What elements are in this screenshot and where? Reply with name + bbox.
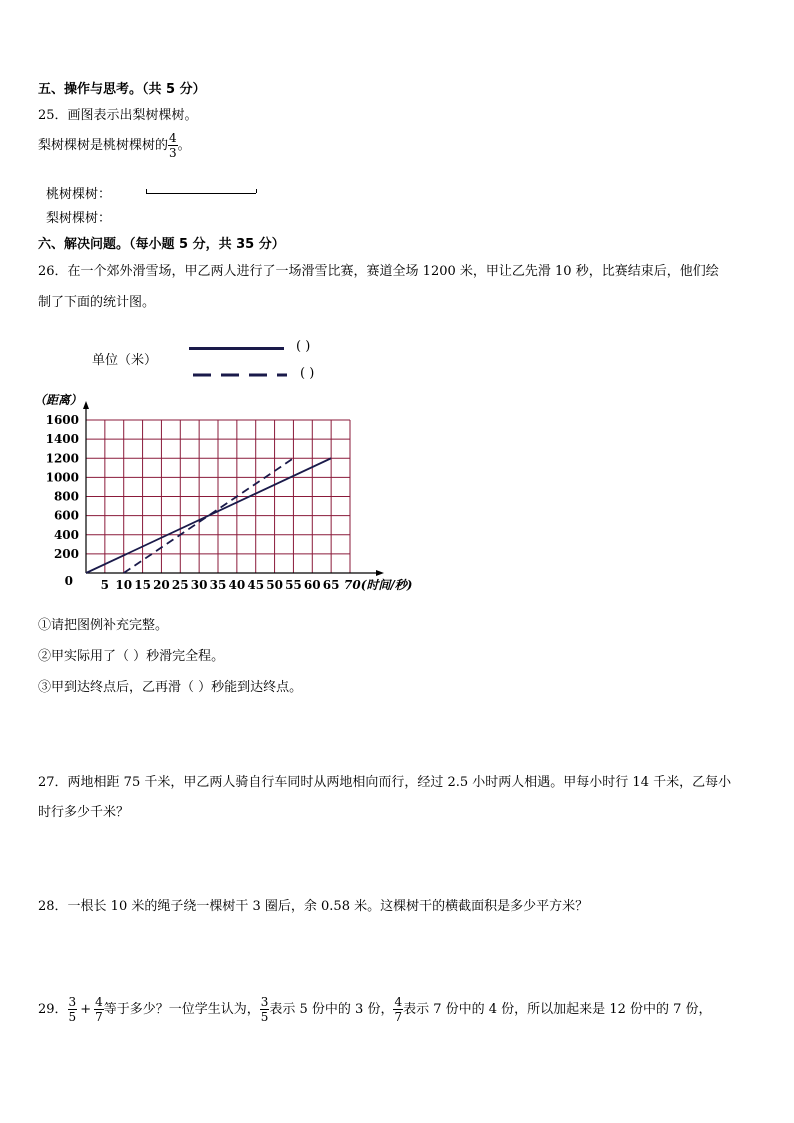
question-26-sub-2: ②甲实际用了（ ）秒滑完全程。 [38,649,225,664]
question-number: 25． [38,108,68,123]
fraction-numerator: 4 [95,995,103,1009]
origin-label: 0 [64,574,73,588]
question-27-line-1: 27．两地相距 75 千米，甲乙两人骑自行车同时从两地相向而行，经过 2.5 小时两人相遇。甲每小时行 14 千米，乙每小 [38,775,732,790]
statement-text: 梨树棵树是桃树棵树的 [38,138,169,153]
question-25 [38,104,198,123]
x-tick-label: 15 [134,578,151,592]
x-tick-label: 25 [171,578,189,592]
section-6-heading: 六、解决问题。（每小题 5 分，共 35 分） [38,237,285,252]
y-tick-label: 600 [53,508,79,523]
fraction [168,131,178,160]
statement-end: 。 [177,138,191,153]
y-tick-label: 1400 [45,432,79,447]
y-tick-label: 1200 [45,451,79,466]
fraction-numerator: 4 [394,995,403,1009]
question-26-sub-3: ③甲到达终点后，乙再滑（ ）秒能到达终点。 [38,680,303,695]
x-tick-label: 55 [285,578,302,592]
x-tick-label: 10 [115,578,133,592]
x-tick-label: 65 [322,578,340,592]
fraction-a [68,995,78,1024]
x-axis-label: 70(时间/秒) [344,578,413,592]
distance-time-chart [30,392,430,602]
question-text-2: 表示 5 份中的 3 份， [269,1002,394,1017]
fraction-b [94,995,104,1024]
y-axis-label: （距离） [34,393,83,407]
y-tick-label: 1600 [45,413,79,427]
y-tick-label: 1000 [45,470,79,485]
question-27-line-2: 时行多少千米？ [38,805,130,820]
peach-tree-label: 桃树棵树： [46,187,112,202]
x-tick-label: 30 [190,578,208,592]
y-tick-label: 400 [53,527,79,542]
y-tick-label: 200 [53,546,79,561]
question-text-1: 等于多少？一位学生认为， [103,1002,260,1017]
question-26-sub-1: ①请把图例补充完整。 [38,618,169,633]
question-26-line-1: 26．在一个郊外滑雪场，甲乙两人进行了一场滑雪比赛，赛道全场 1200 米，甲让乙先滑 10 秒，比赛结束后，他们绘 [38,264,719,279]
legend-unit-label: 单位（米） [92,353,158,368]
y-axis-arrow [83,401,89,409]
x-axis-arrow [376,570,384,576]
fraction-denominator: 7 [394,1010,403,1024]
fraction-denominator: 5 [260,1010,269,1024]
question-text: 画图表示出梨树棵树。 [67,108,198,123]
fraction-b-repeat [393,995,403,1024]
question-number: 29． [38,1002,68,1017]
fraction-numerator: 3 [68,995,77,1009]
x-tick-label: 60 [303,578,321,592]
legend-dashed-line [189,370,299,380]
fraction-numerator: 3 [260,995,269,1009]
question-25-statement [38,131,191,160]
question-text-3: 表示 7 份中的 4 份，所以加起来是 12 份中的 7 份， [403,1002,712,1017]
fraction-denominator: 3 [169,146,177,160]
section-5-heading: 五、操作与思考。（共 5 分） [38,82,206,97]
plus-sign: + [80,1002,92,1017]
question-29 [38,995,712,1024]
legend-blank-1: ( ) [296,339,311,354]
fraction-denominator: 7 [95,1010,103,1024]
x-tick-label: 20 [153,578,170,592]
fraction-numerator: 4 [169,131,177,145]
x-tick-label: 35 [209,578,227,592]
segment-tick-left [146,189,147,193]
fraction-a-repeat [260,995,270,1024]
legend-blank-2: ( ) [300,366,315,381]
x-tick-label: 40 [228,578,246,592]
peach-tree-segment [146,193,256,194]
x-tick-label: 5 [100,578,110,592]
x-tick-label: 50 [266,578,283,592]
x-tick-label: 45 [247,578,265,592]
legend-solid-line [189,347,284,350]
pear-tree-label: 梨树棵树： [46,211,112,226]
y-tick-label: 800 [53,489,79,504]
question-28: 28．一根长 10 米的绳子绕一棵树干 3 圈后，余 0.58 米。这棵树干的横截面积是多少平方米？ [38,899,589,914]
fraction-denominator: 5 [68,1010,77,1024]
segment-tick-right [256,189,257,193]
question-26-line-2: 制了下面的统计图。 [38,295,156,310]
